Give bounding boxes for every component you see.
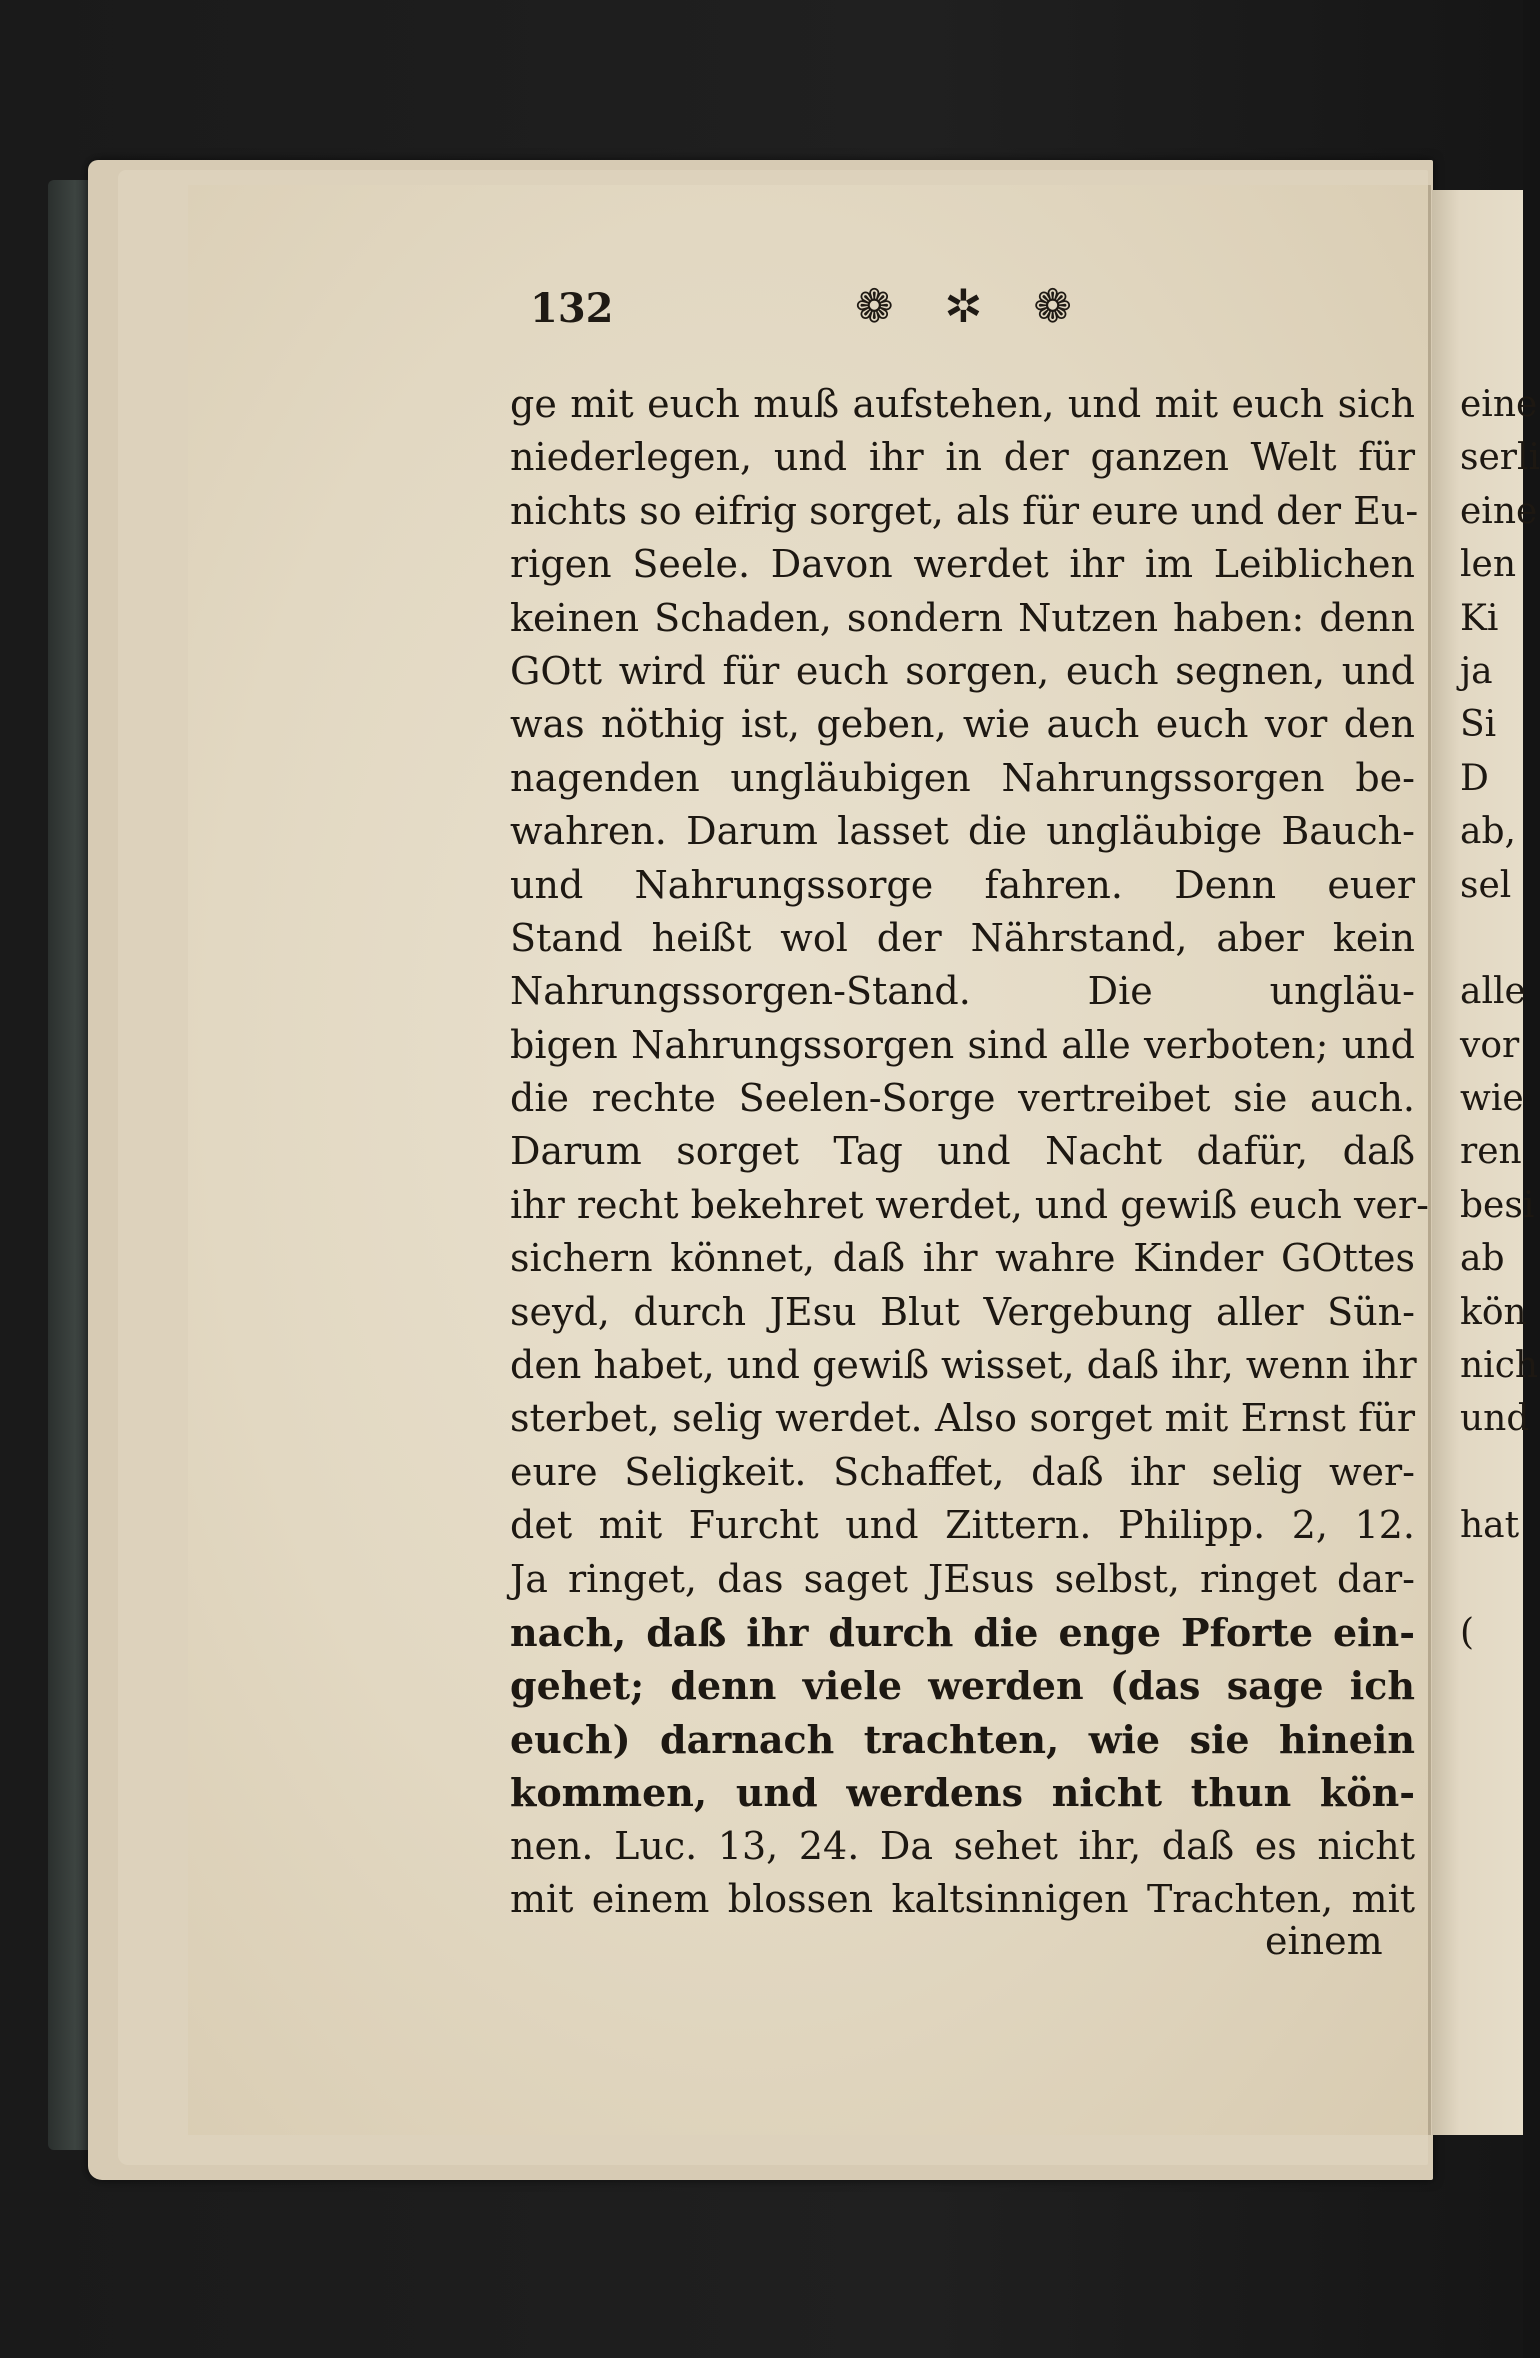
facing-text-line: vor [1460,1024,1520,1066]
facing-page-text [1460,378,1540,1659]
text-line: gehet; denn viele werden (das sage ich [510,1663,1415,1709]
facing-text-line: ( [1460,1611,1475,1653]
facing-text-line: kön [1460,1291,1527,1333]
page-header [530,279,1330,345]
text-line: sterbet, selig werdet. Also sorget mit Ernst für [510,1396,1415,1441]
text-line: nach, daß ihr durch die enge Pforte ein- [510,1609,1415,1655]
text-line: kommen, und werdens nicht thun kön- [510,1770,1415,1816]
facing-text-line: besi [1460,1184,1535,1226]
text-line: und Nahrungssorge fahren. Denn euer [510,862,1415,907]
text-line: den habet, und gewiß wisset, daß ihr, wenn ihr [510,1343,1417,1388]
text-line: mit einem blossen kaltsinnigen Trachten, mit [510,1876,1415,1921]
text-line: Stand heißt wol der Nährstand, aber kein [510,915,1415,960]
text-line: keinen Schaden, sondern Nutzen haben: denn [510,595,1415,640]
page-number: 132 [530,285,614,332]
text-line: Nahrungssorgen-Stand. Die ungläu- [510,969,1415,1014]
text-line: Darum sorget Tag und Nacht dafür, daß [510,1129,1415,1174]
text-line: die rechte Seelen-Sorge vertreibet sie auch. [510,1076,1415,1121]
facing-text-line: ab [1460,1238,1505,1280]
text-line: nagenden ungläubigen Nahrungssorgen be- [510,755,1415,800]
facing-text-line: ja [1460,650,1493,692]
facing-text-line [1460,912,1523,965]
body-text [510,378,1429,1926]
text-line: nichts so eifrig sorget, als für eure und der Eu- [510,488,1419,533]
text-line: seyd, durch JEsu Blut Vergebung aller Sün- [510,1289,1415,1334]
facing-text-line: nich [1460,1345,1539,1387]
catchword: einem [1265,1919,1383,1963]
text-line: eure Seligkeit. Schaffet, daß ihr selig wer- [510,1449,1415,1494]
text-line: ge mit euch muß aufstehen, und mit euch sich [510,382,1415,426]
facing-text-line: ren [1460,1131,1522,1173]
facing-text-line: alle [1460,971,1526,1013]
facing-text-line: wie [1460,1078,1524,1120]
text-line: sichern könnet, daß ihr wahre Kinder GOttes [510,1236,1415,1281]
facing-text-line: serli [1460,437,1540,479]
text-line: rigen Seele. Davon werdet ihr im Leiblichen [510,542,1415,587]
facing-text-line: eine [1460,384,1538,425]
facing-text-line: eine [1460,490,1538,532]
facing-text-line [1460,1446,1523,1499]
text-line: nen. Luc. 13, 24. Da sehet ihr, daß es nicht [510,1823,1415,1868]
text-line: bigen Nahrungssorgen sind alle verboten; und [510,1022,1415,1067]
facing-text-line: und [1460,1398,1530,1440]
facing-text-line: hat [1460,1505,1520,1547]
facing-text-line: sel [1460,864,1512,906]
facing-text-line: ab, [1460,811,1516,853]
facing-text-line: Si [1460,704,1497,746]
text-line: niederlegen, und ihr in der ganzen Welt für [510,435,1415,480]
text-line: Ja ringet, das saget JEsus selbst, ringet dar- [510,1556,1415,1601]
header-ornament: ❁ ✲ ❁ [855,279,1090,333]
facing-text-line [1460,1553,1523,1606]
text-line: euch) darnach trachten, wie sie hinein [510,1716,1415,1762]
text-line: GOtt wird für euch sorgen, euch segnen, und [510,648,1415,693]
facing-text-line: Ki [1460,597,1499,639]
text-line: det mit Furcht und Zittern. Philipp. 2, 12. [510,1503,1415,1548]
facing-text-line: len [1460,544,1517,586]
text-line: wahren. Darum lasset die ungläubige Bauch- [510,809,1415,854]
text-line: ihr recht bekehret werdet, und gewiß euch ver- [510,1182,1429,1227]
facing-text-line: D [1460,757,1489,799]
text-line: was nöthig ist, geben, wie auch euch vor den [510,702,1415,747]
